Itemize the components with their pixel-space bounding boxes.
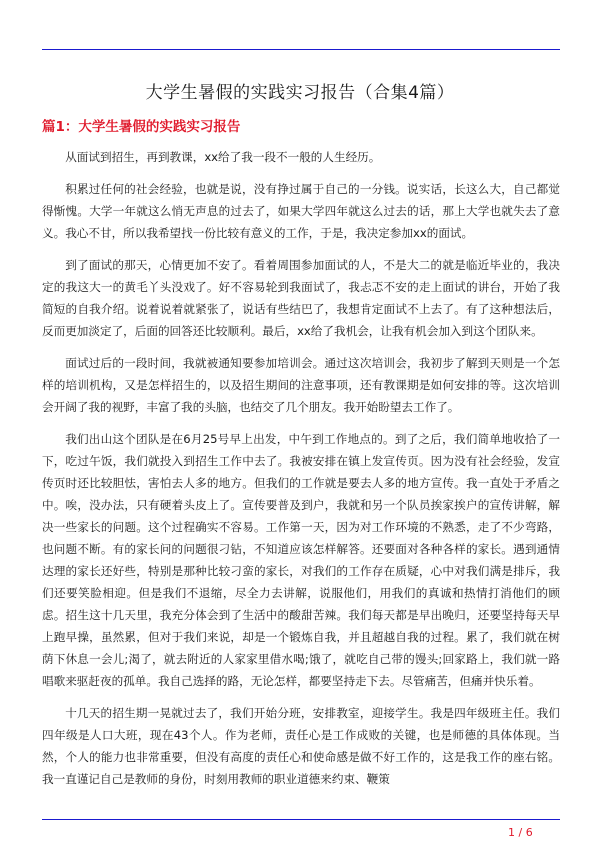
footer-rule bbox=[42, 819, 560, 820]
paragraph: 十几天的招生期一晃就过去了，我们开始分班，安排教室，迎接学生。我是四年级班主任。我们四年级是人口大班，现在43个人。作为老师，责任心是工作成败的关键，也是师德的具体体现。当然，个人的能力也非常重要，但没有高度的责任心和使命感是做不好工作的，这是我工作的座右铭。我一直谨记自己是教师的身份，时刻用教师的职业道德来约束、鞭策 bbox=[42, 706, 560, 786]
section-heading: 篇1：大学生暑假的实践实习报告 bbox=[42, 119, 241, 135]
header-rule bbox=[42, 49, 560, 50]
paragraph: 面试过后的一段时间，我就被通知要参加培训会。通过这次培训会，我初步了解到天则是一个怎样的培训机构，又是怎样招生的，以及招生期间的注意事项，还有教课期是如何安排的等。这次培训会开阔了我的视野，丰富了我的头脑，也结交了几个朋友。我开始盼望去工作了。 bbox=[42, 356, 560, 414]
paragraph: 从面试到招生，再到教课，xx给了我一段不一般的人生经历。 bbox=[65, 150, 381, 164]
paragraph: 我们出山这个团队是在6月25号早上出发，中午到工作地点的。到了之后，我们简单地收拾了一下，吃过午饭，我们就投入到招生工作中去了。我被安排在镇上发宣传页。因为没有社会经验，发宣传页时还比较胆怯，害怕去人多的地方。但我们的工作就是要去人多的地方宣传。我一直处于矛盾之中。唉，没办法，只有硬着头皮上了。宣传要普及到户，我就和另一个队员挨家挨户的宣传讲解，解决一些家长的问题。这个过程确实不容易。工作第一天，因为对工作环境的不熟悉，走了不少弯路，也问题不断。有的家长问的问题很刁钻，不知道应该怎样解答。还要面对各种各样的家长。遇到通情达理的家长还好些，特别是那种比较刁蛮的家长，对我们的工作存在质疑，心中对我们满是排斥，我们还要笑脸相迎。但是我们不退缩，尽全力去讲解，说服他们，用我们的真诚和热情打消他们的顾虑。招生这十几天里，我充分体会到了生活中的酸甜苦辣。我们每天都是早出晚归，还要坚持每天早上跑早操，虽然累，但对于我们来说，却是一个锻炼自我，并且超越自我的过程。累了，我们就在树荫下休息一会儿;渴了，就去附近的人家家里借水喝;饿了，就吃自己带的馒头;回家路上，我们就一路唱歌来驱赶夜的孤单。我自己选择的路，无论怎样，都要坚持走下去。尽管痛苦，但痛并快乐着。 bbox=[42, 432, 560, 688]
document-body bbox=[42, 146, 560, 800]
paragraph: 到了面试的那天，心情更加不安了。看着周围参加面试的人，不是大二的就是临近毕业的，我决定的我这大一的黄毛丫头没戏了。好不容易轮到我面试了，我忐忑不安的走上面试的讲台，开始了我简短的自我介绍。说着说着就紧张了，说话有些结巴了，我想肯定面试不上去了。有了这种想法后，反而更加淡定了，后面的回答还比较顺利。最后，xx给了我机会，让我有机会加入到这个团队来。 bbox=[42, 258, 560, 338]
document-title: 大学生暑假的实践实习报告（合集4篇） bbox=[145, 83, 455, 103]
paragraph: 积累过任何的社会经验，也就是说，没有挣过属于自己的一分钱。说实话，长这么大，自己都觉得惭愧。大学一年就这么悄无声息的过去了，如果大学四年就这么过去的话，那上大学也就失去了意义。我心不甘，所以我希望找一份比较有意义的工作，于是，我决定参加xx的面试。 bbox=[42, 182, 560, 240]
page-indicator: 1 / 6 bbox=[508, 826, 533, 839]
